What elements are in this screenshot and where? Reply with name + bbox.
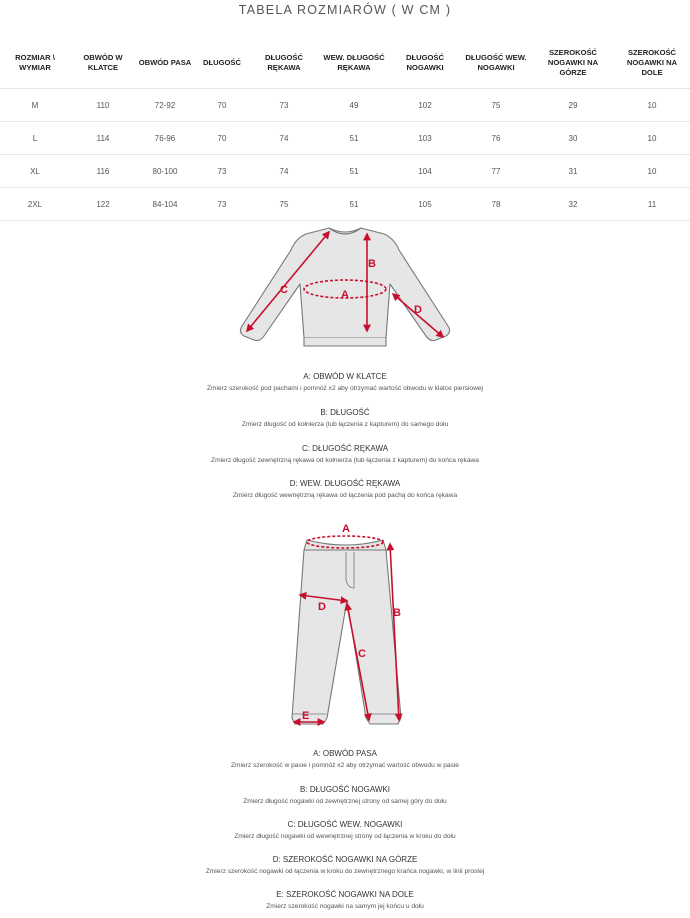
measurement-text: Zmierz długość od kołnierza (lub łączenia z kapturem) do samego dołu [241, 421, 449, 428]
table-row [0, 155, 690, 188]
sweatshirt-measurement-b [0, 407, 690, 430]
table-cell: 78 [460, 188, 532, 221]
measurement-text: Zmierz szerokość w pasie i pomnóż x2 aby otrzymać wartość obwodu w pasie [231, 762, 459, 769]
label-e: E [302, 710, 310, 722]
table-cell: 73 [250, 89, 318, 122]
table-cell: 11 [614, 188, 690, 221]
table-header-row [0, 38, 690, 89]
table-cell: 31 [532, 155, 614, 188]
measurement-text: Zmierz długość wewnętrzną rękawa od łączenia pod pachą do końca rękawa [232, 492, 458, 499]
measurement-text: Zmierz szerokość nogawki od łączenia w kroku do zewnętrznego krańca nogawki, w linii prostej [205, 868, 485, 875]
table-cell: 70 [194, 122, 250, 155]
table-header-cell: DŁUGOŚĆ NOGAWKI [390, 38, 460, 89]
table-row [0, 188, 690, 221]
sweatshirt-measurement-c [0, 443, 690, 466]
table-header-cell: WEW. DŁUGOŚĆ RĘKAWA [318, 38, 390, 89]
pants-measurement-a [0, 748, 690, 771]
pants-measurement-e [0, 889, 690, 912]
table-cell: 122 [70, 188, 136, 221]
pants-measurement-b [0, 784, 690, 807]
sweatshirt-measurement-d [0, 478, 690, 501]
pants-diagram [0, 518, 690, 728]
measurement-heading: D: SZEROKOŚĆ NOGAWKI NA GÓRZE [272, 855, 418, 864]
page-title: TABELA ROZMIARÓW ( W CM ) [238, 3, 452, 17]
sweatshirt-diagram [0, 218, 690, 358]
table-cell: 116 [70, 155, 136, 188]
table-header-cell: SZEROKOŚĆ NOGAWKI NA DOLE [614, 38, 690, 89]
measurement-text: Zmierz szerokość nogawki na samym jej końcu u dołu [266, 903, 424, 910]
table-cell: 114 [70, 122, 136, 155]
measurement-heading: E: SZEROKOŚĆ NOGAWKI NA DOLE [276, 890, 414, 899]
table-cell: XL [0, 155, 70, 188]
measurement-heading: B: DŁUGOŚĆ [320, 408, 370, 417]
table-cell: 76-96 [136, 122, 194, 155]
label-c: C [280, 284, 288, 296]
sweatshirt-shape [240, 228, 449, 346]
table-cell: M [0, 89, 70, 122]
table-cell: 29 [532, 89, 614, 122]
measurement-heading: A: OBWÓD PASA [313, 749, 377, 758]
label-b: B [368, 258, 376, 270]
measurement-text: Zmierz długość nogawki od zewnętrznej strony od samej góry do dołu [243, 798, 447, 805]
table-cell: 32 [532, 188, 614, 221]
table-header-cell: DŁUGOŚĆ WEW. NOGAWKI [460, 38, 532, 89]
table-cell: 75 [460, 89, 532, 122]
table-cell: 51 [318, 188, 390, 221]
sweatshirt-measurement-a [0, 371, 690, 394]
table-cell: 10 [614, 89, 690, 122]
table-cell: 10 [614, 155, 690, 188]
pants-shape [292, 540, 401, 724]
measurement-heading: B: DŁUGOŚĆ NOGAWKI [300, 785, 390, 794]
table-header-cell: DŁUGOŚĆ [194, 38, 250, 89]
measurement-text: Zmierz szerokość pod pachami i pomnóż x2 aby otrzymać wartość obwodu w klatce piersiowej [207, 385, 483, 392]
label-a: A [341, 289, 349, 301]
label-a: A [342, 523, 350, 535]
table-cell: 102 [390, 89, 460, 122]
table-cell: 73 [194, 188, 250, 221]
table-cell: 77 [460, 155, 532, 188]
table-cell: 105 [390, 188, 460, 221]
pants-measurement-d [0, 854, 690, 877]
label-c: C [358, 648, 366, 660]
measurement-heading: A: OBWÓD W KLATCE [303, 372, 387, 381]
table-row [0, 122, 690, 155]
table-cell: 74 [250, 155, 318, 188]
table-cell: 74 [250, 122, 318, 155]
pants-measurement-c [0, 819, 690, 842]
table-cell: L [0, 122, 70, 155]
table-cell: 49 [318, 89, 390, 122]
measurement-heading: D: WEW. DŁUGOŚĆ RĘKAWA [289, 479, 401, 488]
measurement-heading: C: DŁUGOŚĆ RĘKAWA [301, 444, 389, 453]
table-cell: 51 [318, 122, 390, 155]
table-header-cell: OBWÓD W KLATCE [70, 38, 136, 89]
label-d: D [414, 304, 422, 316]
label-d: D [318, 601, 326, 613]
table-cell: 110 [70, 89, 136, 122]
measurement-text: Zmierz długość zewnętrzną rękawa od kołnierza (lub łączenia z kapturem) do końca rękawa [211, 457, 479, 464]
table-header-cell: DŁUGOŚĆ RĘKAWA [250, 38, 318, 89]
table-cell: 70 [194, 89, 250, 122]
table-cell: 2XL [0, 188, 70, 221]
table-row [0, 89, 690, 122]
table-cell: 84-104 [136, 188, 194, 221]
table-cell: 103 [390, 122, 460, 155]
table-cell: 51 [318, 155, 390, 188]
table-cell: 76 [460, 122, 532, 155]
table-header-cell: SZEROKOŚĆ NOGAWKI NA GÓRZE [532, 38, 614, 89]
table-cell: 30 [532, 122, 614, 155]
measurement-heading: C: DŁUGOŚĆ WEW. NOGAWKI [287, 820, 403, 829]
table-cell: 73 [194, 155, 250, 188]
table-cell: 80-100 [136, 155, 194, 188]
size-table [0, 38, 690, 221]
table-cell: 75 [250, 188, 318, 221]
table-cell: 72-92 [136, 89, 194, 122]
table-header-cell: OBWÓD PASA [136, 38, 194, 89]
table-header-cell: ROZMIAR \ WYMIAR [0, 38, 70, 89]
table-cell: 10 [614, 122, 690, 155]
label-b: B [393, 607, 401, 619]
measurement-text: Zmierz długość nogawki od wewnętrznej strony od łączenia w kroku do dołu [234, 833, 456, 840]
table-cell: 104 [390, 155, 460, 188]
